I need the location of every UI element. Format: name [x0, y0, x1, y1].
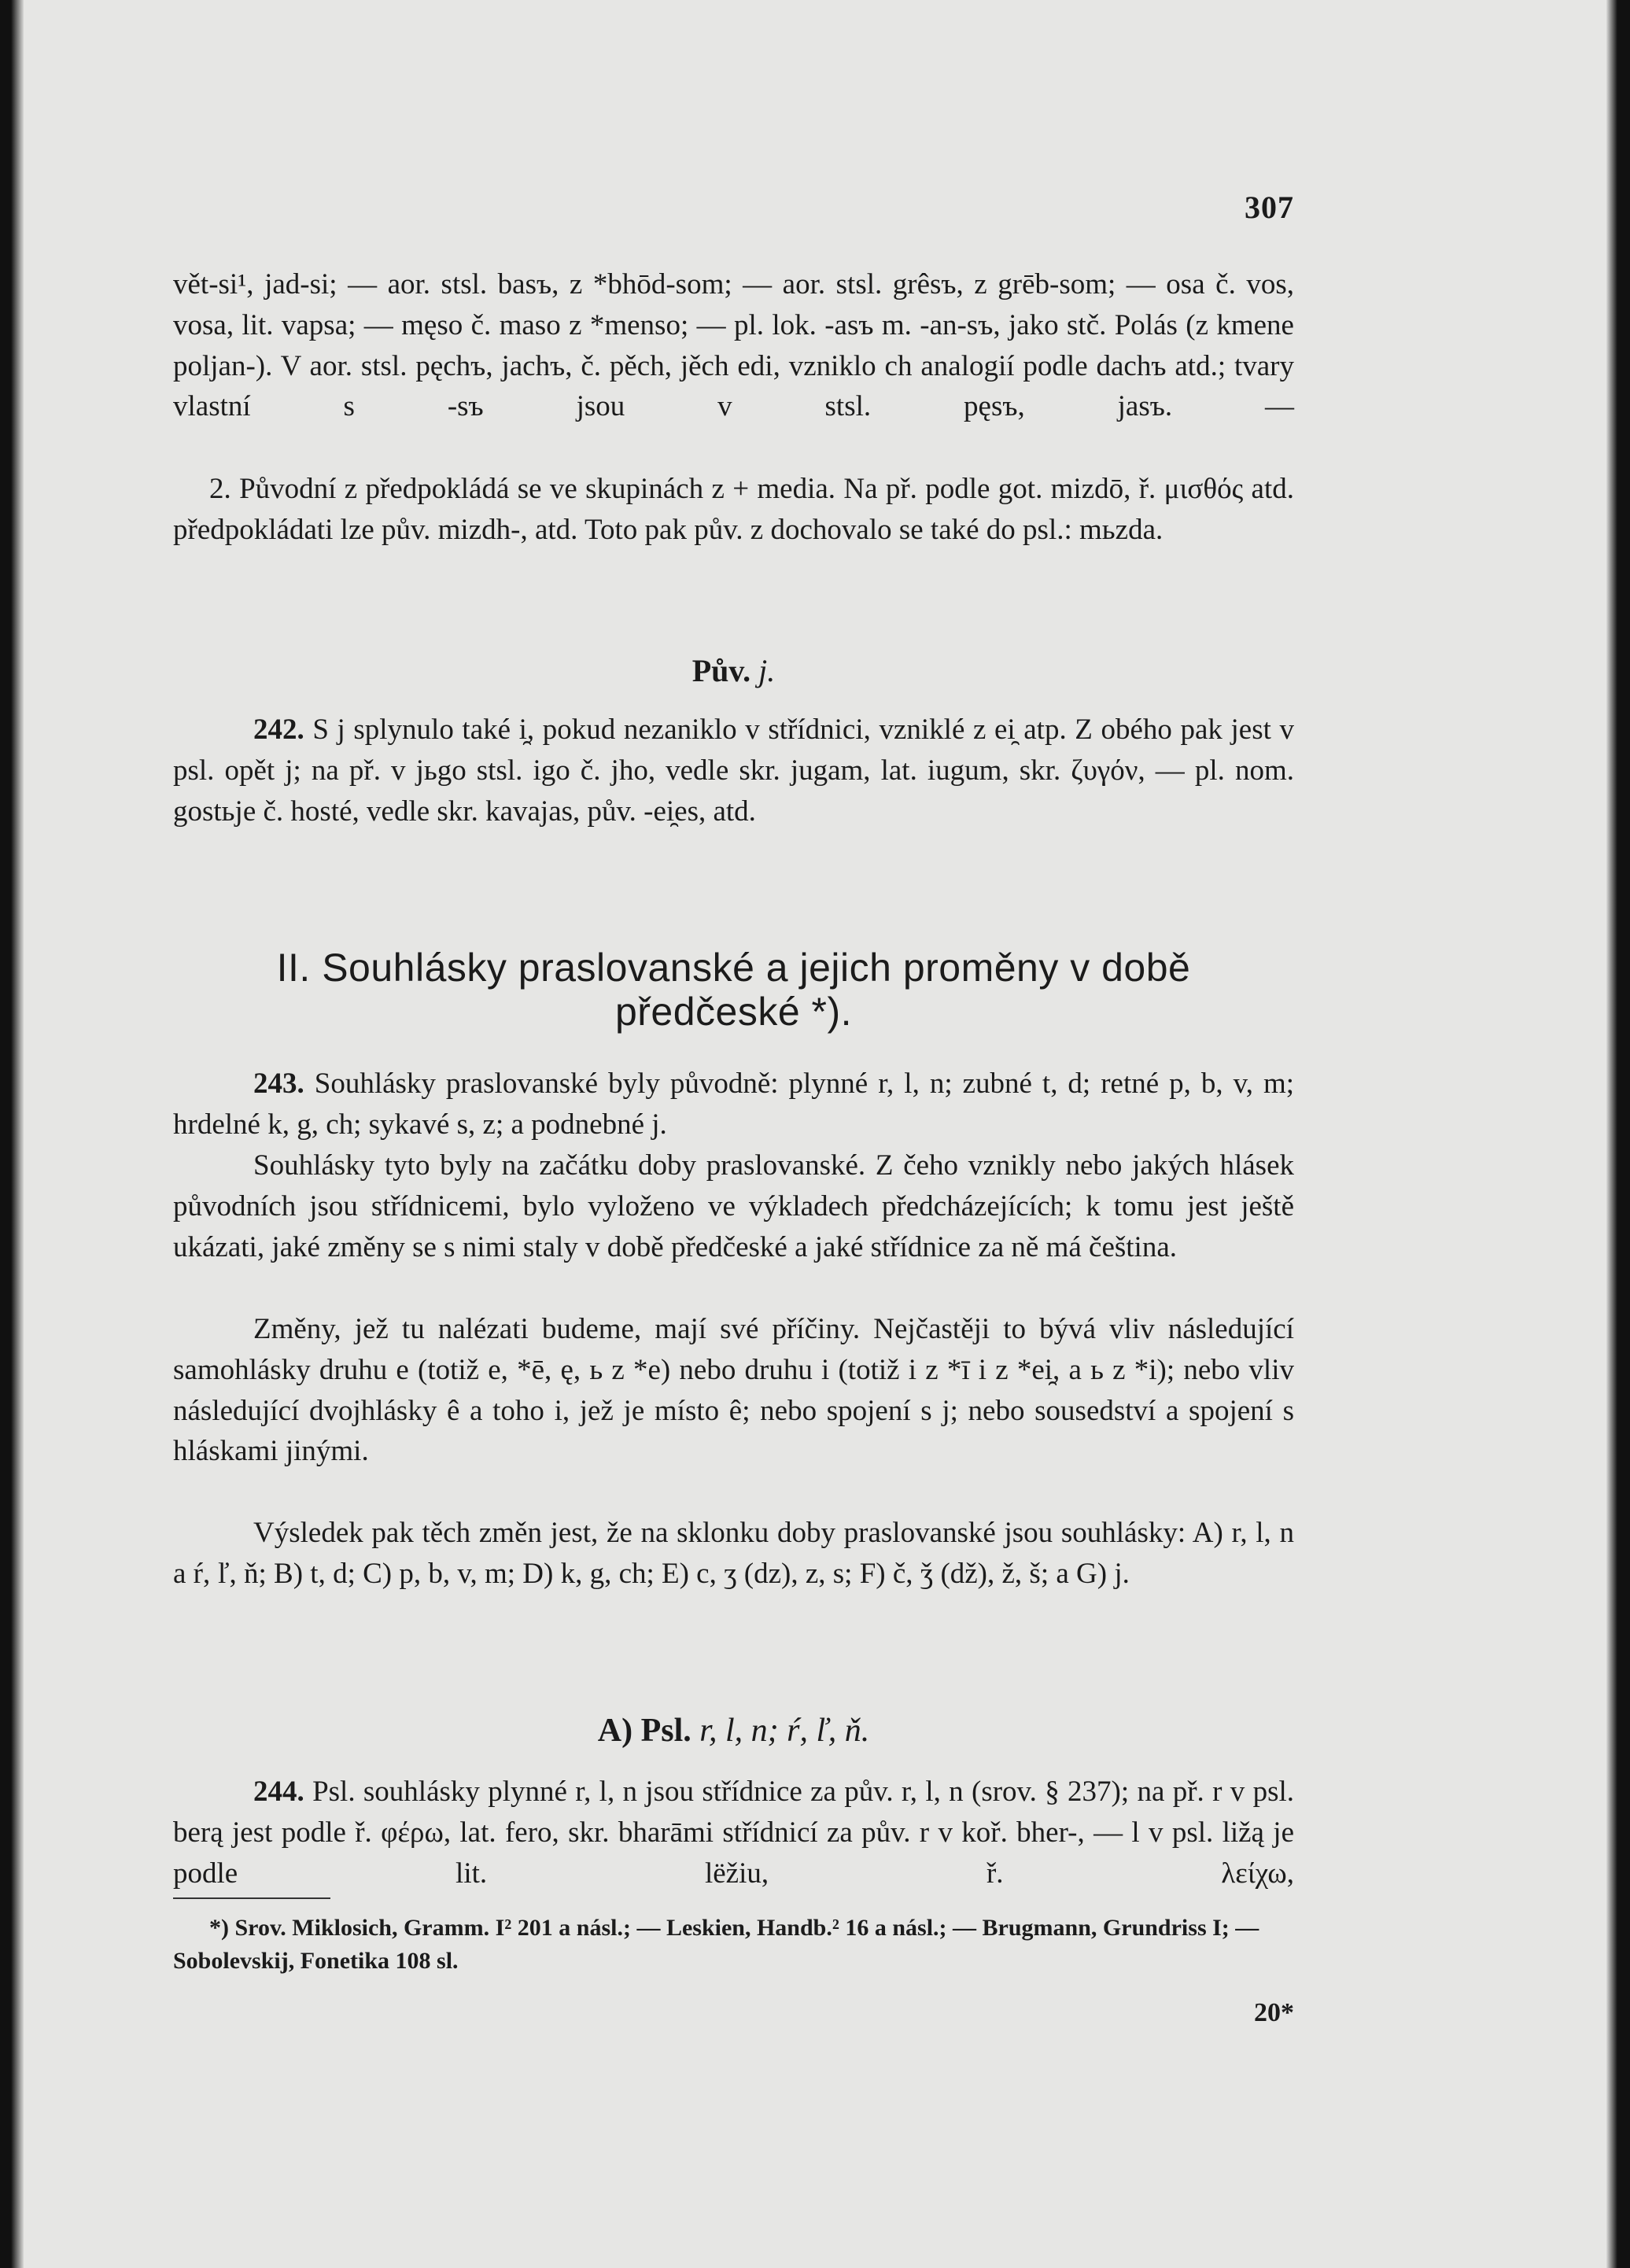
- page-number: 307: [1245, 190, 1294, 225]
- paragraph-243-c: Změny, jež tu nalézati budeme, mají své příčiny. Nejčastěji to bývá vliv následující samohlásky druhu e (totiž e, *ē, ę, ь z *e) nebo druhu i (totiž i z *ī i z *ei̯, a ь z *i); nebo vliv následující dvojhlásky ê a toho i, jež je místo ê; nebo spojení s j; nebo sousedství a spojení s hláskami jinými.: [173, 1313, 1294, 1468]
- section-heading-line-2: předčeské *).: [614, 990, 853, 1034]
- paragraph-243: [173, 1064, 1294, 1145]
- paragraph-number: 244.: [253, 1776, 304, 1808]
- heading-puv-label: Pův.: [691, 653, 751, 688]
- paragraph-continued: vět-si¹, jad-si; — aor. stsl. basъ, z *bhōd-som; — aor. stsl. grêsъ, z grēb-som; — osa č. vos, vosa, lit. vapsa; — męso č. maso z *menso; — pl. lok. -asъ m. -an-sъ, jako stč. Polás (z kmene poljan-). V aor. stsl. pęchъ, jachъ, č. pěch, jěch edi, vzniklo ch analogií podle dachъ atd.; tvary vlastní s -sъ jsou v stsl. pęsъ, jasъ. —: [173, 268, 1294, 423]
- paragraph-244: [173, 1772, 1294, 1894]
- paragraph-number: 243.: [253, 1068, 304, 1100]
- scan-border-right: [1606, 0, 1630, 2268]
- paragraph-243-b: Souhlásky tyto byly na začátku doby praslovanské. Z čeho vznikly nebo jakých hlásek původních jsou střídnicemi, bylo vyloženo ve výkladech předcházejících; k tomu jest ještě ukázati, jaké změny se s nimi staly v době předčeské a jaké střídnice za ně má čeština.: [173, 1149, 1294, 1263]
- paragraph-2: 2. Původní z předpokládá se ve skupinách z + media. Na př. podle got. mizdō, ř. μισθός atd. předpokládati lze pův. mizdh-, atd. Toto pak pův. z dochovalo se také do psl.: mьzda.: [173, 473, 1294, 546]
- paragraph-text: Psl. souhlásky plynné r, l, n jsou střídnice za pův. r, l, n (srov. § 237); na př. r v psl. berą jest podle ř. φέρω, lat. fero, skr. bharāmi střídnicí za pův. r v koř. bher-, — l v psl. ližą je podle lit. lëžiu, ř. λείχω,: [173, 1776, 1294, 1890]
- scan-border-left: [0, 0, 24, 2268]
- heading-puv-j: [173, 652, 1294, 689]
- printer-signature: 20*: [1254, 1998, 1294, 2027]
- subheading-psl: [173, 1712, 1294, 1750]
- footnote-divider: [173, 1897, 330, 1899]
- paragraph-text: Souhlásky praslovanské byly původně: plynné r, l, n; zubné t, d; retné p, b, v, m; hrdelné k, g, ch; sykavé s, z; a podnebné j.: [173, 1068, 1295, 1141]
- paragraph-242: [173, 710, 1294, 832]
- subheading-letters: r, l, n; ŕ, ľ, ň.: [699, 1713, 870, 1749]
- paragraph-number: 242.: [253, 714, 304, 746]
- section-heading-line-1: II. Souhlásky praslovanské a jejich proměny v době: [276, 946, 1191, 990]
- paragraph-text: S j splynulo také i̯, pokud nezaniklo v střídnici, vzniklé z ei̯ atp. Z obého pak jest v psl. opět j; na př. v jьgo stsl. igo č. jho, vedle skr. jugam, lat. iugum, skr. ζυγόν, — pl. nom. gostьje č. hosté, vedle skr. kavajas, pův. -ei̯es, atd.: [173, 714, 1294, 828]
- subheading-label: A) Psl.: [597, 1713, 691, 1749]
- footnote: *) Srov. Miklosich, Gramm. I² 201 a násl.; — Leskien, Handb.² 16 a násl.; — Brugmann, Grundriss I; — Sobolevskij, Fonetika 108 sl.: [173, 1915, 1259, 1974]
- paragraph-243-d: Výsledek pak těch změn jest, že na sklonku doby praslovanské jsou souhlásky: A) r, l, n a ŕ, ľ, ň; B) t, d; C) p, b, v, m; D) k, g, ch; E) c, ʒ (dz), z, s; F) č, ǯ (dž), ž, š; a G) j.: [173, 1517, 1294, 1590]
- heading-puv-letter: j.: [758, 653, 776, 688]
